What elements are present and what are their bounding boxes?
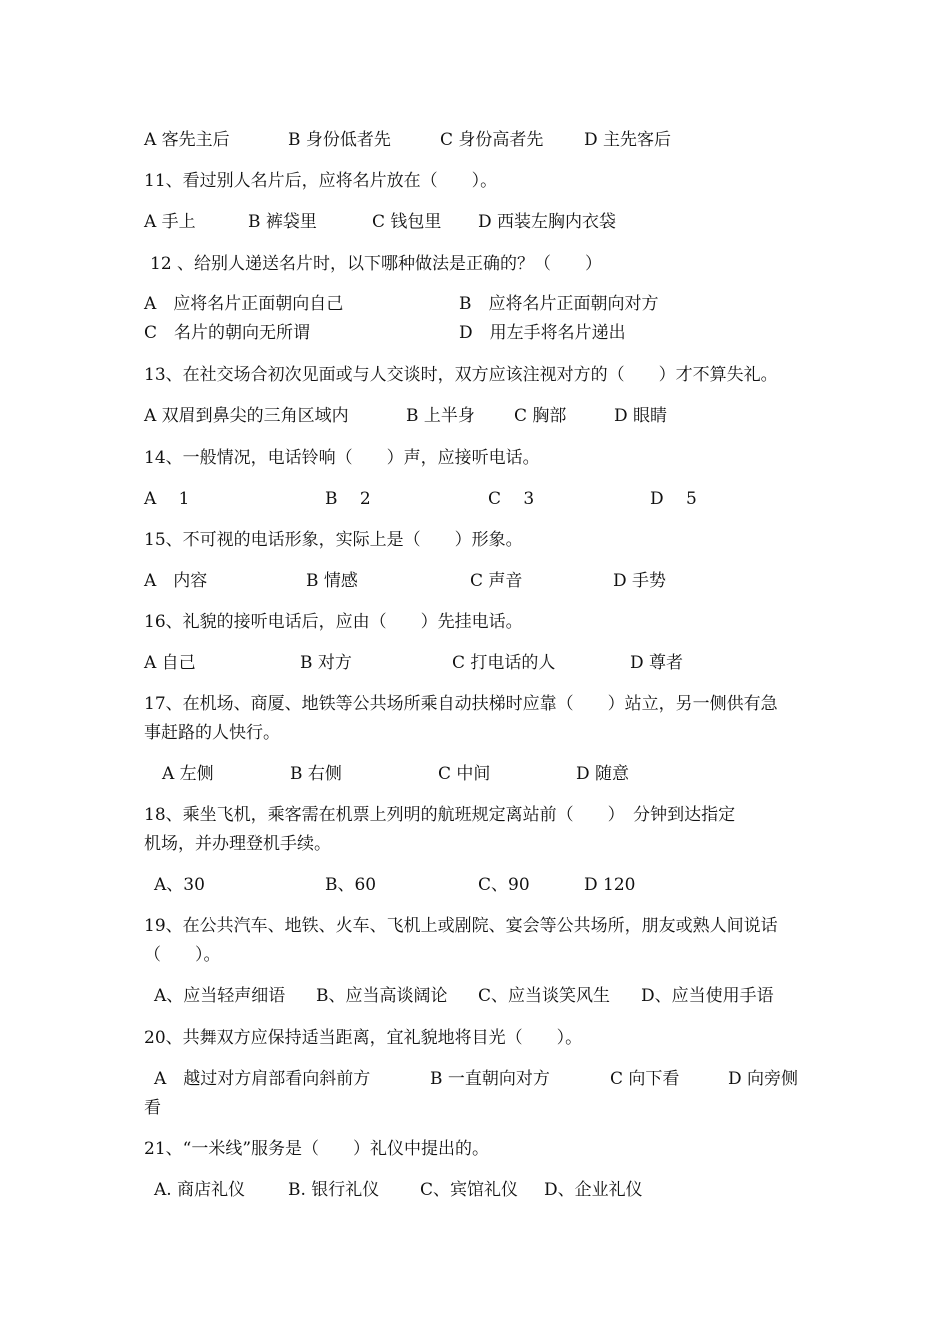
q18-option-c: C、90 [478, 875, 530, 895]
q12-option-c: C 名片的朝向无所谓 [144, 323, 311, 343]
q10-option-b: B 身份低者先 [288, 130, 391, 150]
q16-option-c: C 打电话的人 [452, 653, 556, 673]
q14-option-c: C 3 [488, 489, 535, 509]
q17-option-c: C 中间 [438, 764, 491, 784]
q20-option-d: D 向旁侧 [728, 1069, 799, 1089]
q13-option-d: D 眼睛 [614, 406, 668, 426]
q18-option-d: D 120 [584, 875, 636, 895]
q20-option-d-wrap: 看 [144, 1098, 161, 1118]
q14-option-b: B 2 [325, 489, 371, 509]
q17-option-a: A 左侧 [162, 764, 214, 784]
q12-question: 12 、给别人递送名片时，以下哪种做法是正确的？（ ） [150, 254, 603, 274]
q15-option-c: C 声音 [470, 571, 523, 591]
q11-option-c: C 钱包里 [372, 212, 442, 232]
q17-question-line2: 事赶路的人快行。 [144, 723, 280, 743]
q16-question: 16、礼貌的接听电话后，应由（ ）先挂电话。 [144, 612, 523, 632]
q15-question: 15、不可视的电话形象，实际上是（ ）形象。 [144, 530, 523, 550]
q12-option-d: D 用左手将名片递出 [459, 323, 626, 343]
q14-question: 14、一般情况，电话铃响（ ）声，应接听电话。 [144, 448, 540, 468]
q15-option-d: D 手势 [613, 571, 667, 591]
q11-option-b: B 裤袋里 [248, 212, 317, 232]
q20-option-c: C 向下看 [610, 1069, 680, 1089]
q19-option-c: C、应当谈笑风生 [478, 986, 611, 1006]
q12-option-a: A 应将名片正面朝向自己 [144, 294, 344, 314]
q21-option-a: A. 商店礼仪 [154, 1180, 246, 1200]
q13-option-a: A 双眉到鼻尖的三角区域内 [144, 406, 349, 426]
q13-option-c: C 胸部 [514, 406, 567, 426]
q18-question-line1: 18、乘坐飞机，乘客需在机票上列明的航班规定离站前（ ） 分钟到达指定 [144, 805, 736, 825]
q18-option-a: A、30 [154, 875, 205, 895]
q19-question-line2: （ ）。 [144, 945, 221, 965]
q11-question: 11、看过别人名片后，应将名片放在（ ）。 [144, 171, 498, 191]
q16-option-a: A 自己 [144, 653, 196, 673]
q14-option-a: A 1 [144, 489, 190, 509]
q19-question-line1: 19、在公共汽车、地铁、火车、飞机上或剧院、宴会等公共场所，朋友或熟人间说话 [144, 916, 778, 936]
q15-option-a: A 内容 [144, 571, 208, 591]
q21-question: 21、“一米线”服务是（ ）礼仪中提出的。 [144, 1139, 490, 1159]
q17-option-b: B 右侧 [290, 764, 342, 784]
q13-option-b: B 上半身 [406, 406, 475, 426]
q16-option-d: D 尊者 [630, 653, 684, 673]
q21-option-d: D、企业礼仪 [544, 1180, 643, 1200]
q21-option-c: C、宾馆礼仪 [420, 1180, 519, 1200]
q12-option-b: B 应将名片正面朝向对方 [459, 294, 659, 314]
q19-option-a: A、应当轻声细语 [154, 986, 286, 1006]
q20-question: 20、共舞双方应保持适当距离，宜礼貌地将目光（ ）。 [144, 1028, 583, 1048]
q20-option-b: B 一直朝向对方 [430, 1069, 550, 1089]
q16-option-b: B 对方 [300, 653, 352, 673]
q15-option-b: B 情感 [306, 571, 358, 591]
q21-option-b: B. 银行礼仪 [288, 1180, 380, 1200]
q17-question-line1: 17、在机场、商厦、地铁等公共场所乘自动扶梯时应靠（ ）站立，另一侧供有急 [144, 694, 778, 714]
q10-option-d: D 主先客后 [584, 130, 672, 150]
q11-option-a: A 手上 [144, 212, 196, 232]
q20-option-a: A 越过对方肩部看向斜前方 [154, 1069, 371, 1089]
q13-question: 13、在社交场合初次见面或与人交谈时，双方应该注视对方的（ ）才不算失礼。 [144, 365, 778, 385]
q11-option-d: D 西装左胸内衣袋 [478, 212, 617, 232]
q18-question-line2: 机场，并办理登机手续。 [144, 834, 331, 854]
q10-option-a: A 客先主后 [144, 130, 230, 150]
q10-option-c: C 身份高者先 [440, 130, 544, 150]
q18-option-b: B、60 [325, 875, 377, 895]
q19-option-b: B、应当高谈阔论 [316, 986, 448, 1006]
q14-option-d: D 5 [650, 489, 697, 509]
q19-option-d: D、应当使用手语 [641, 986, 774, 1006]
q17-option-d: D 随意 [576, 764, 630, 784]
